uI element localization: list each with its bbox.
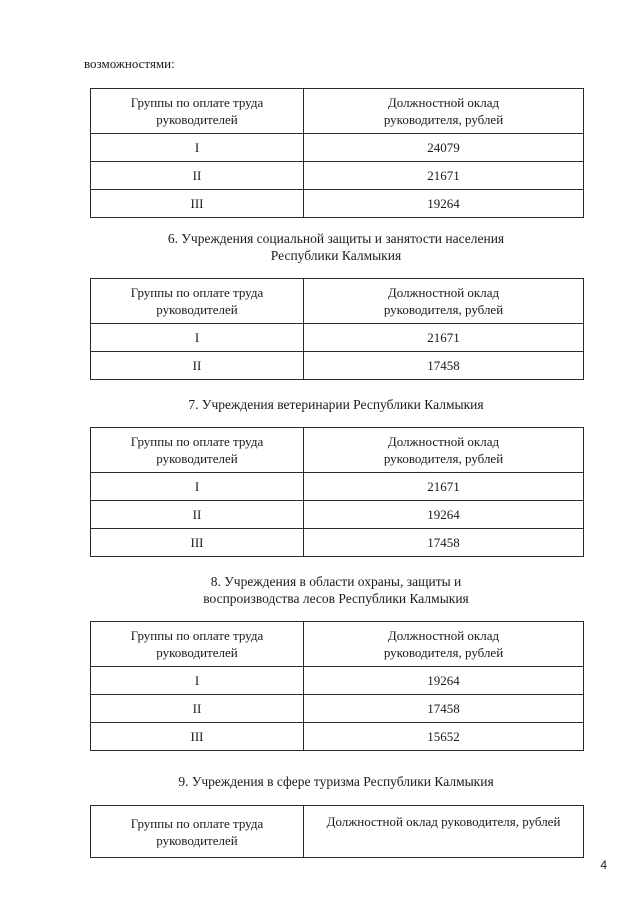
salary-cell: 21671 [304, 324, 584, 352]
table-row [91, 190, 584, 218]
header-cell-groups: Группы по оплате труда руководителей [91, 89, 304, 134]
header-cell-groups: Группы по оплате труда руководителей [91, 806, 304, 858]
table-row [91, 667, 584, 695]
table-header-row [91, 428, 584, 473]
salary-cell: 17458 [304, 529, 584, 557]
intro-text: возможностями: [84, 56, 175, 71]
group-cell: I [91, 667, 304, 695]
section-title-9: 9. Учреждения в сфере туризма Республики Калмыкия [178, 774, 494, 789]
table-header-row [91, 622, 584, 667]
salary-table-8 [90, 621, 584, 751]
table-row [91, 134, 584, 162]
salary-cell: 21671 [304, 162, 584, 190]
table-row [91, 473, 584, 501]
group-cell: III [91, 190, 304, 218]
salary-cell: 19264 [304, 190, 584, 218]
header-cell-groups: Группы по оплате труда руководителей [91, 428, 304, 473]
header-cell-groups: Группы по оплате труда руководителей [91, 622, 304, 667]
group-cell: I [91, 324, 304, 352]
table-row [91, 162, 584, 190]
salary-table-7 [90, 427, 584, 557]
header-cell-groups: Группы по оплате труда руководителей [91, 279, 304, 324]
salary-cell: 17458 [304, 695, 584, 723]
salary-table-6 [90, 278, 584, 380]
header-cell-salary: Должностной оклад руководителя, рублей [304, 89, 584, 134]
group-cell: I [91, 473, 304, 501]
section-title-8: 8. Учреждения в области охраны, защиты и воспроизводства лесов Республики Калмыкия [203, 574, 469, 606]
section-title-6: 6. Учреждения социальной защиты и занятости населения Республики Калмыкия [167, 231, 505, 263]
group-cell: I [91, 134, 304, 162]
group-cell: III [91, 723, 304, 751]
group-cell: II [91, 695, 304, 723]
salary-table-9 [90, 805, 584, 858]
table-row [91, 529, 584, 557]
salary-cell: 17458 [304, 352, 584, 380]
table-row [91, 723, 584, 751]
header-cell-salary: Должностной оклад руководителя, рублей [304, 428, 584, 473]
header-cell-salary: Должностной оклад руководителя, рублей [304, 622, 584, 667]
salary-cell: 19264 [304, 667, 584, 695]
table-header-row [91, 279, 584, 324]
section-title-7: 7. Учреждения ветеринарии Республики Калмыкия [188, 397, 484, 412]
group-cell: III [91, 529, 304, 557]
table-header-row [91, 806, 584, 858]
salary-cell: 21671 [304, 473, 584, 501]
page-number: 4 [600, 858, 607, 872]
salary-cell: 15652 [304, 723, 584, 751]
header-cell-salary: Должностной оклад руководителя, рублей [304, 279, 584, 324]
group-cell: II [91, 162, 304, 190]
header-cell-salary: Должностной оклад руководителя, рублей [304, 806, 584, 858]
salary-cell: 19264 [304, 501, 584, 529]
table-row [91, 324, 584, 352]
table-header-row [91, 89, 584, 134]
salary-cell: 24079 [304, 134, 584, 162]
table-row [91, 501, 584, 529]
table-row [91, 352, 584, 380]
salary-table-1 [90, 88, 584, 218]
group-cell: II [91, 501, 304, 529]
group-cell: II [91, 352, 304, 380]
table-row [91, 695, 584, 723]
